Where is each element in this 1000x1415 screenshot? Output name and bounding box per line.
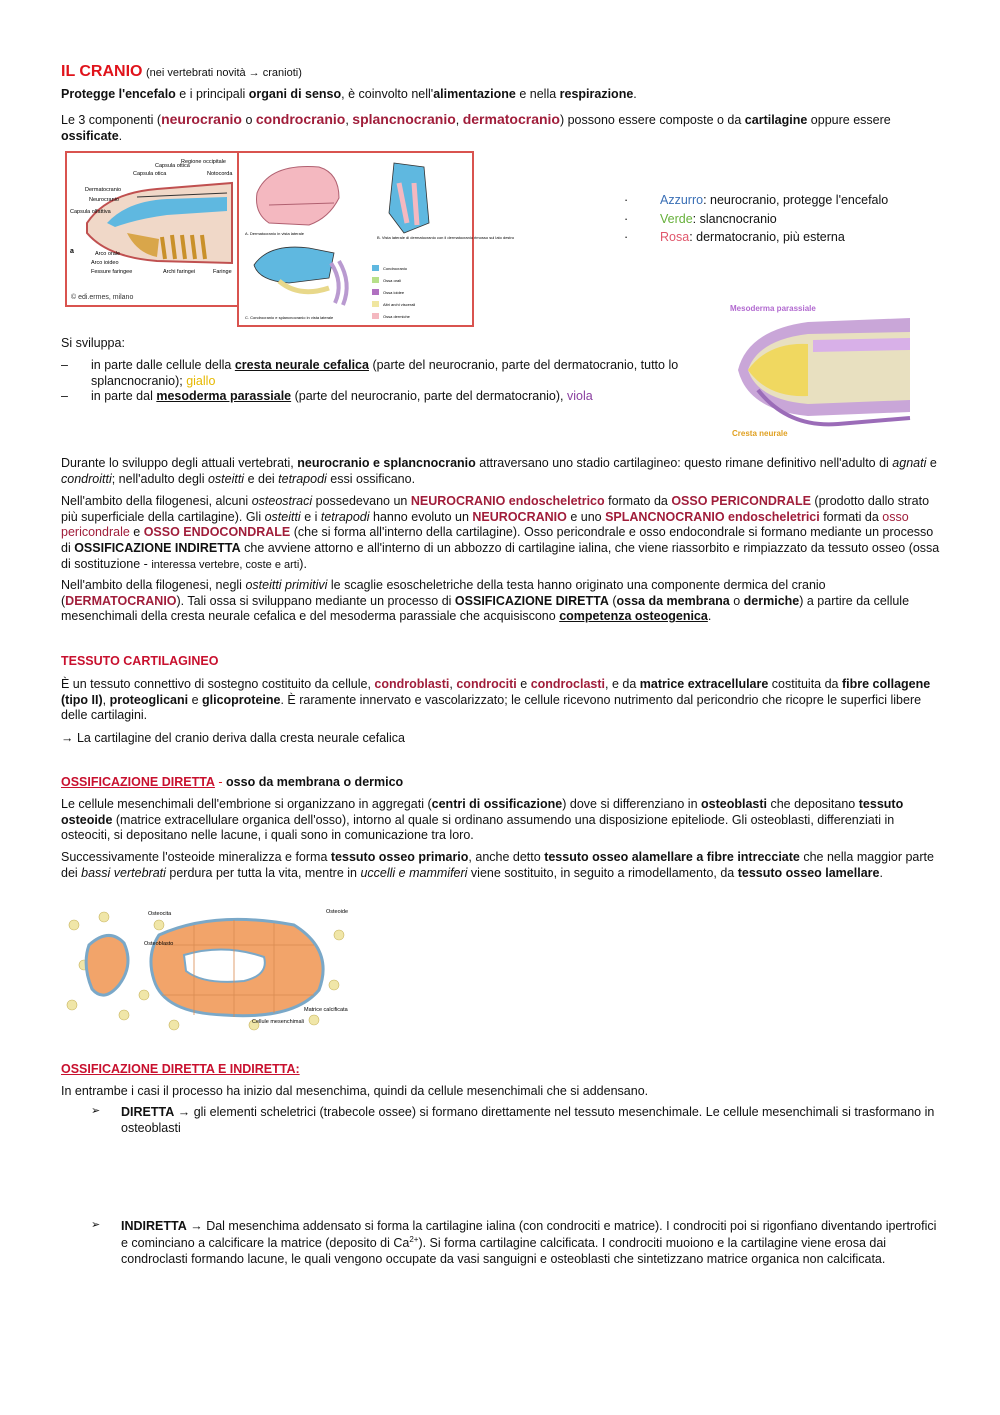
term-highlight: NEUROCRANIO endoscheletrico (410, 494, 605, 508)
text: (che si forma all'interno della cartilagine). Osso pericondrale e osso endocondrale si formano mediante un processo di (61, 525, 934, 555)
text: e uno (566, 509, 606, 524)
text-bold: matrice extracellulare (639, 677, 769, 691)
text: ). (299, 556, 307, 571)
text-bold: Protegge l'encefalo (61, 87, 176, 101)
text-italic: osteostraci (251, 494, 313, 508)
legend-color-name: Azzurro (660, 193, 704, 207)
text: in parte dalle cellule della (91, 358, 235, 372)
text: ) dove si differenziano in (562, 797, 701, 811)
fig2-legend-item: Ossa dermiche (383, 314, 410, 319)
text-italic: osteitti primitivi (245, 578, 328, 592)
text: , (345, 113, 353, 127)
intro-paragraph-1 (61, 87, 941, 103)
legend-item-rosa (624, 230, 954, 246)
text-bold: tessuto osseo lamellare (737, 865, 880, 880)
fig1-label: Archi faringei (163, 269, 196, 275)
page-title: IL CRANIO (61, 63, 143, 80)
legend-item-verde (624, 212, 954, 228)
term-dermatocranio: dermatocranio (462, 111, 560, 127)
fig1-label: Faringe (213, 269, 232, 275)
color-word-viola: viola (566, 389, 593, 404)
text-italic: tetrapodi (320, 509, 370, 524)
dirind-bullet-indiretta (91, 1219, 941, 1267)
legend-text: : slancnocranio (692, 211, 777, 226)
text: costituita da (768, 677, 842, 691)
section-title-diretta (61, 775, 403, 791)
text-bold: ossa da membrana (616, 593, 730, 608)
tessuto-paragraph (61, 677, 941, 724)
legend-text: : dermatocranio, più esterna (689, 230, 845, 245)
text-italic: osteitti (207, 471, 245, 486)
term-highlight: condrociti (456, 677, 517, 691)
text-italic: condroitti (61, 471, 112, 486)
text: → gli elementi scheletrici (trabecole ossee) si formano direttamente nel tessuto mesenchimale. Le cellule mesenchimali si trasformano in osteoblasti (121, 1105, 935, 1135)
sviluppo-paragraph-3 (61, 578, 941, 625)
text-bold-underline: competenza osteogenica (559, 609, 708, 624)
fig4-label: Matrice calcificata (304, 1007, 348, 1013)
text: attraversano uno stadio cartilagineo: questo rimane definitivo nell'adulto di (475, 456, 893, 470)
text: . (879, 865, 883, 880)
dirind-intro: In entrambe i casi il processo ha inizio dal mesenchima, quindi da cellule mesenchimali che si addensano. (61, 1084, 649, 1098)
fig2-panel-caption: B. Vista laterale di dermatocranio con il dermatocranio rimosso sul lato destro (377, 235, 515, 240)
fig1-label: Dermatocranio (85, 187, 122, 193)
fig2-legend-item: Altri archi viscerali (383, 302, 416, 307)
term-highlight: OSSO ENDOCONDRALE (143, 525, 291, 540)
fig2-panel-caption: C. Condrocranio e splancnocranio in vista laterale (245, 315, 334, 320)
text-bold: DIRETTA (121, 1105, 175, 1119)
text: che depositano (767, 797, 859, 811)
term-highlight: osso pericondrale (61, 509, 909, 540)
text: possedevano un (312, 494, 411, 508)
text: . (707, 609, 712, 624)
text: (matrice extracellulare organica dell'osso), intorno al quale si ordinano assumendo una disposizione epiteliode. Gli osteoblasti, differenziati in osteociti, si depositano nelle lacune, i quali sono in comunicazione tra loro. (61, 812, 895, 843)
term-highlight: SPLANCNOCRANIO endoscheletrici (605, 509, 820, 524)
fig1-credit: © edi.ermes, milano (71, 294, 134, 301)
text: e i principali (175, 87, 249, 101)
fig2-legend-item: Ossa orali (383, 278, 402, 283)
text-bold: alimentazione (433, 87, 516, 101)
diretta-paragraph-1 (61, 797, 941, 844)
embryo-head-image (728, 300, 910, 440)
text: ( (608, 593, 617, 608)
sviluppo-paragraph-1 (61, 456, 941, 487)
text-bold: tessuto osseo alamellare a fibre intrecciate (544, 850, 800, 864)
text-italic: bassi vertebrati (81, 865, 166, 880)
text-bold: proteoglicani (109, 692, 189, 707)
text: e i (300, 509, 321, 524)
text-bold: OSSIFICAZIONE DIRETTA (454, 593, 609, 608)
legend-text: : neurocranio, protegge l'encefalo (703, 193, 889, 207)
text: (prodotto dallo strato più superficiale della cartilagine). Gli (61, 494, 930, 524)
fig2-legend-item: Ossa ioidee (383, 290, 405, 295)
text-bold: glicoproteine (202, 692, 281, 707)
text-bold: INDIRETTA (121, 1219, 187, 1234)
term-splancnocranio: splancnocranio (352, 111, 456, 127)
fig1-label: Arco orale (95, 251, 121, 257)
fig4-label: Osteoblasto (144, 941, 174, 947)
text: oppure essere (807, 113, 891, 127)
text-bold: neurocranio e splancnocranio (297, 456, 476, 470)
text-bold: dermiche (743, 593, 800, 608)
text: ). Tali ossa si sviluppano mediante un processo di (176, 593, 455, 608)
figure-ossification (64, 905, 349, 1033)
figure-embryo-head (728, 300, 910, 440)
text: Le 3 componenti ( (61, 113, 162, 127)
fig2-panel-caption: A. Dermatocranio in vista laterale (245, 231, 304, 236)
page-subtitle: (nei vertebrati novità → cranioti) (145, 67, 302, 79)
text-bold: respirazione (559, 87, 634, 101)
text: → Dal mesenchima addensato si forma la cartilagine ialina (con condrociti e matrice). I condrociti poi si rigonfiano diventando ipertrofici e cominciano a calcificare la matrice (deposito di Ca (121, 1219, 937, 1251)
text: o (729, 593, 744, 608)
fig1-label: Capsula olfattiva (70, 209, 111, 215)
text: e (516, 677, 531, 691)
figure-skull-diagrams (237, 151, 515, 327)
text: le scaglie esoscheletriche della testa hanno originato una componente dermica del cranio ( (61, 578, 826, 608)
text: ) possono essere composte o da (559, 113, 745, 127)
text: e (926, 456, 937, 470)
text: e dei (244, 471, 279, 486)
text: o (241, 113, 256, 127)
text: Le cellule mesenchimali dell'embrione si organizzano in aggregati ( (61, 797, 432, 811)
fig4-label: Osteoide (326, 909, 349, 915)
section-title-text: OSSIFICAZIONE DIRETTA (61, 775, 215, 789)
list-item (61, 389, 711, 405)
section-title-dirind: OSSIFICAZIONE DIRETTA E INDIRETTA: (61, 1062, 300, 1076)
text: È un tessuto connettivo di sostegno costituito da cellule, (61, 677, 375, 691)
text: hanno evoluto un (369, 509, 473, 524)
sviluppa-intro: Si sviluppa: (61, 336, 125, 350)
text: ). Si forma cartilagine calcificata. I condrociti muoiono e la cartilagine viene erosa dai condroclasti formando lacune, le quali vengono occupate da vasi sanguigni e osteoblasti che sintetizzano matrice organica non calcificata. (121, 1236, 887, 1266)
fig4-label: Osteocita (148, 911, 172, 917)
diretta-paragraph-2 (61, 850, 941, 881)
fig1-label: Neurocranio (89, 197, 119, 203)
text-bold: cartilagine (744, 113, 808, 127)
fig1-label: Notocorda (207, 171, 233, 177)
text: Nell'ambito della filogenesi, negli (61, 578, 246, 592)
term-highlight: OSSO PERICONDRALE (671, 494, 811, 508)
text: viene sostituito, in seguito a rimodellamento, da (467, 865, 738, 880)
text: che avviene attorno e all'interno di un abbozzo di cartilagine ialina, che viene riassorbito e rimpiazzato da tessuto osseo (ossa di sostituzione - (61, 540, 940, 571)
legend-item-azzurro (624, 193, 954, 209)
text: formato da (604, 494, 672, 508)
term-cresta-neurale: cresta neurale cefalica (234, 358, 369, 372)
text: e nella (515, 87, 560, 101)
list-item (61, 358, 711, 389)
term-neurocranio: neurocranio (161, 111, 242, 127)
section-title-tessuto: TESSUTO CARTILAGINEO (61, 654, 219, 668)
text: , (455, 113, 463, 127)
text: ; nell'adulto degli (111, 471, 208, 486)
intro-paragraph-2 (61, 111, 941, 144)
text-bold: osteoblasti (701, 797, 767, 811)
fig1-label: Regione occipitale (181, 159, 226, 165)
fig3-label-bottom: Cresta neurale (732, 429, 788, 438)
text: formati da (819, 509, 883, 524)
text: Durante lo sviluppo degli attuali vertebrati, (61, 456, 298, 470)
text: , (102, 692, 110, 707)
term-highlight: DERMATOCRANIO (65, 593, 177, 608)
text: . (633, 87, 637, 101)
title-separator: - (214, 775, 227, 789)
text-italic: tetrapodi (278, 471, 327, 486)
text: (parte del neurocranio, parte del dermatocranio), (291, 389, 567, 404)
text: perdura per tutta la vita, mentre in (165, 865, 361, 880)
legend-color-name: Verde (660, 211, 693, 226)
text: essi ossificano. (326, 471, 416, 486)
text-bold: tessuto osseo primario (330, 850, 469, 864)
dirind-bullet-diretta (91, 1105, 941, 1136)
text: ) a partire da cellule mesenchimali della cresta neurale cefalica e del mesoderma parassiale che acquisiscono (61, 593, 910, 624)
text: in parte dal (91, 389, 157, 404)
text-italic: osteitti (264, 509, 301, 524)
text: Successivamente l'osteoide mineralizza e forma (61, 850, 331, 864)
text: , anche detto (468, 850, 545, 864)
text-small: interessa vertebre, coste e arti (151, 558, 300, 571)
sviluppo-paragraph-2 (61, 494, 941, 572)
text-bold: OSSIFICAZIONE INDIRETTA (74, 540, 241, 555)
text: , (449, 677, 457, 691)
text: e (188, 692, 202, 707)
text: , e da (605, 677, 640, 691)
legend-color-name: Rosa (660, 230, 690, 245)
fig1-label: Arco ioideo (91, 260, 119, 266)
term-condrocranio: condrocranio (255, 111, 346, 127)
superscript: 2+ (409, 1234, 419, 1244)
text-bold: centri di ossificazione (431, 797, 563, 811)
skull-diagrams-image (239, 153, 515, 325)
text: (parte del neurocranio, parte del dermatocranio, tutto lo splancnocranio); (91, 358, 679, 388)
color-legend (624, 193, 954, 246)
text-bold: ossificate (61, 128, 119, 143)
text: Nell'ambito della filogenesi, alcuni (61, 494, 252, 508)
text: e (129, 525, 144, 540)
tessuto-note: → La cartilagine del cranio deriva dalla cresta neurale cefalica (61, 731, 405, 745)
fig4-label: Cellule mesenchimali (252, 1019, 304, 1025)
text-bold: organi di senso (248, 87, 342, 101)
fig1-label: Fessure faringee (91, 269, 133, 275)
text-bold: fibre collagene (tipo II) (61, 677, 931, 707)
text: che nella maggior parte dei (61, 850, 934, 880)
color-word-giallo: giallo (186, 373, 216, 388)
text: , è coinvolto nell' (341, 87, 434, 101)
fig1-panel-letter: a (70, 248, 74, 255)
term-highlight: NEUROCRANIO (472, 509, 567, 524)
text: . (118, 128, 123, 143)
section-title-rest: osso da membrana o dermico (226, 775, 404, 789)
term-mesoderma-parassiale: mesoderma parassiale (156, 389, 292, 404)
text: . È raramente innervato e vascolarizzato; le cellule ricevono nutrimento dal pericondrio che ricopre le superfici libere delle cartilagini. (61, 692, 922, 723)
term-highlight: condroclasti (530, 677, 606, 691)
fig2-legend-item: Condrocranio (383, 266, 408, 271)
head-diagram-image (67, 153, 237, 305)
term-highlight: condroblasti (374, 677, 450, 691)
ossification-image (64, 905, 349, 1033)
text-bold: tessuto osteoide (61, 797, 904, 827)
fig1-label: Capsula ottica (155, 163, 190, 169)
figure-head-diagram (65, 151, 239, 307)
sviluppa-list (61, 358, 711, 405)
page-title-row (61, 62, 941, 82)
fig3-label-top: Mesoderma parassiale (730, 304, 816, 313)
text-italic: uccelli e mammiferi (360, 865, 468, 880)
fig1-label: Capsula otica (133, 171, 167, 177)
text-italic: agnati (892, 456, 927, 470)
